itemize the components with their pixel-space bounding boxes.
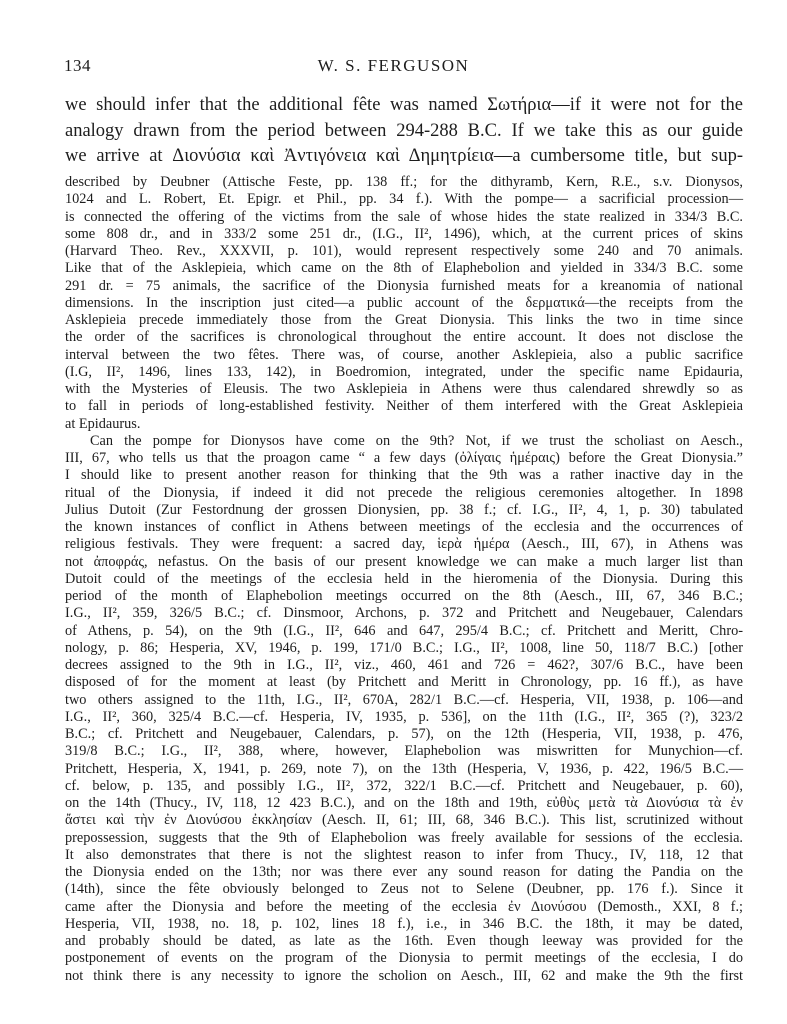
footnote-line: (Harvard Theo. Rev., XXXVII, p. 101), would represent respectively some 240 and 70 animals.: [65, 243, 743, 259]
footnote-block: [65, 174, 743, 985]
footnote-line: and probably should be dated, as late as the 16th. Even though leeway was provided for the: [65, 933, 743, 949]
footnote-line: not think there is any necessity to ignore the scholion on Aesch., III, 62 and make the 9th the first: [65, 967, 743, 984]
footnote-line: (14th), since the fête obviously belonged to Zeus not to Selene (Deubner, pp. 176 f.). Since it: [65, 881, 743, 898]
footnote-line: It also demonstrates that there is not the slightest reason to infer from Thucy., IV, 118, 12 that: [65, 846, 743, 863]
footnote-line: some 808 dr., and in 333/2 some 251 dr., (I.G., II², 1496), which, at the current prices of skins: [65, 225, 743, 242]
footnote-line: the Dionysia ended on the 13th; nor was there ever any sound reason for dating the Pandia on the: [65, 864, 743, 880]
footnote-line: I.G., II², 359, 326/5 B.C.; cf. Dinsmoor, Archons, p. 372 and Pritchett and Neugebauer, Calendars: [65, 605, 743, 622]
footnote-line: III, 67, who tells us that the proagon came “ a few days (ὀλίγαις ἡμέραις) before the Great Dionysia.”: [65, 450, 743, 466]
footnote-line: interval between the two fêtes. There was, of course, another Asklepieia, also a public sacrifice: [65, 346, 743, 363]
footnote-line: 319/8 B.C.; I.G., II², 388, where, however, Elaphebolion was miswritten for Munychion—cf.: [65, 743, 743, 760]
footnote-line: Dutoit could of the meetings of the ecclesia held in the hieromenia of the Dionysia. During this: [65, 570, 743, 587]
footnote-line: described by Deubner (Attische Feste, pp. 138 ff.; for the dithyramb, Kern, R.E., s.v. Dionysos,: [65, 174, 743, 190]
footnote-line: the order of the sacrifices is chronological throughout the entire account. It does not disclose the: [65, 329, 743, 346]
footnote-line: Asklepieia precede immediately those from the Great Dionysia. This links the two in time since: [65, 312, 743, 328]
footnote-line: two others assigned to the 11th, I.G., II², 670A, 282/1 B.C.—cf. Hesperia, VII, 1938, p. 106—and: [65, 691, 743, 708]
footnote-line: B.C.; cf. Pritchett and Neugebauer, Calendars, p. 57), on the 12th (Hesperia, VII, 1938, p. 476,: [65, 726, 743, 742]
footnote-line: dimensions. In the inscription just cited—a public account of the δερματικά—the receipts from the: [65, 294, 743, 311]
page-number: 134: [64, 56, 91, 75]
page-header: [60, 56, 727, 80]
footnote-line: nology, p. 86; Hesperia, XV, 1946, p. 199, 171/0 B.C.; I.G., II², 1008, line 50, 118/7 B.C.) [other: [65, 639, 743, 656]
footnote-line: 1024 and L. Robert, Et. Epigr. et Phil., pp. 34 f.). With the pompe— a sacrificial procession—: [65, 191, 743, 208]
footnote-line: religious festivals. They were frequent: a sacred day, ἱερὰ ἡμέρα (Aesch., III, 67), in Athens was: [65, 536, 743, 553]
footnote-line: prepossession, suggests that the 9th of Elaphebolion was freely available for sessions of the ecclesia.: [65, 829, 743, 846]
footnote-line: Hesperia, VII, 1938, no. 18, p. 102, lines 18 f.), i.e., in 346 B.C. the 18th, it may be dated,: [65, 915, 743, 932]
footnote-paragraph-continuation: [65, 174, 743, 433]
footnote-line: of Athens, p. 54), on the 9th (I.G., II², 646 and 647, 295/4 B.C.; cf. Pritchett and Meritt, Chro-: [65, 622, 743, 639]
body-line: analogy drawn from the period between 294-288 B.C. If we take this as our guide: [65, 120, 743, 141]
footnote-line: (I.G, II², 1496, lines 133, 142), in Boedromion, integrated, under the specific name Epidauria,: [65, 363, 743, 380]
footnote-line: I.G., II², 360, 325/4 B.C.—cf. Hesperia, IV, 1935, p. 536], on the 11th (I.G., II², 365 (?), 323/2: [65, 708, 743, 725]
footnote-line: Julius Dutoit (Zur Festordnung der grossen Dionysien, pp. 38 f.; cf. I.G., II², 4, 1, p. 30) tabulated: [65, 501, 743, 518]
footnote-line: cf. below, p. 135, and possibly I.G., II², 372, 322/1 B.C.—cf. Pritchett and Neugebauer, p. 60),: [65, 777, 743, 794]
running-head-author: W. S. FERGUSON: [317, 56, 470, 75]
footnote-line: ritual of the Dionysia, if indeed it did not precede the religious ceremonies altogether. In 1898: [65, 484, 743, 501]
footnote-line: on the 14th (Thucy., IV, 118, 12 423 B.C.), and on the 18th and 19th, εὐθὺς μετὰ τὰ Διονύσια τὰ ἐν: [65, 795, 743, 811]
footnote-line: I should like to present another reason for thinking that the 9th was a rather inactive day in the: [65, 467, 743, 484]
footnote-line: came after the Dionysia and before the meeting of the ecclesia ἐν Διονύσου (Demosth., XXI, 8 f.;: [65, 898, 743, 915]
body-line: we arrive at Διονύσια καὶ Ἀντιγόνεια καὶ Δημητρίεια—a cumbersome title, but sup-: [65, 146, 743, 166]
footnote-line: period of the month of Elaphebolion meetings occurred on the 8th (Aesch., III, 67, 346 B.C.;: [65, 588, 743, 604]
footnote-line: to fall in periods of long-established festivity. Neither of them interfered with the Great Asklepieia: [65, 398, 743, 415]
footnote-paragraph: [65, 433, 743, 985]
footnote-line: Pritchett, Hesperia, X, 1941, p. 269, note 7), on the 13th (Hesperia, V, 1936, p. 422, 196/5 B.C.—: [65, 760, 743, 777]
body-line: we should infer that the additional fête was named Σωτήρια—if it were not for the: [65, 95, 743, 115]
footnote-line: Like that of the Asklepieia, which came on the 8th of Elaphebolion and yielded in 334/3 B.C. some: [65, 260, 743, 277]
footnote-line: with the Mysteries of Eleusis. The two Asklepieia in Athens were thus calendared shrewdly so as: [65, 381, 743, 397]
footnote-line: is connected the offering of the victims from the sale of whose hides the state realized in 334/3 B.C.: [65, 208, 743, 225]
footnote-line: disposed of for the moment at least (by Pritchett and Meritt in Chronology, pp. 16 ff.), as have: [65, 674, 743, 691]
main-body-text: [65, 93, 743, 170]
footnote-line: at Epidaurus.: [65, 415, 141, 432]
footnote-line: 291 dr. = 75 animals, the sacrifice of the Dionysia furnished meats for a kreanomia of national: [65, 277, 743, 294]
footnote-line: postponement of events on the program of the Dionysia to permit meetings of the ecclesia, I do: [65, 950, 743, 967]
footnote-line: decrees assigned to the 9th in I.G., II², viz., 460, 461 and 726 = 462?, 307/6 B.C., have been: [65, 657, 743, 673]
footnote-line: the known instances of conflict in Athens between meetings of the ecclesia and the occurrences of: [65, 519, 743, 535]
footnote-line: ἄστει καὶ τὴν ἐν Διονύσου ἐκκλησίαν (Aesch. II, 61; III, 68, 346 B.C.). This list, scrutinized without: [65, 812, 743, 829]
footnote-line: not ἀποφράς, nefastus. On the basis of our present knowledge we can make a much larger list than: [65, 553, 743, 570]
footnote-line: Can the pompe for Dionysos have come on the 9th? Not, if we trust the scholiast on Aesch.,: [90, 432, 743, 449]
